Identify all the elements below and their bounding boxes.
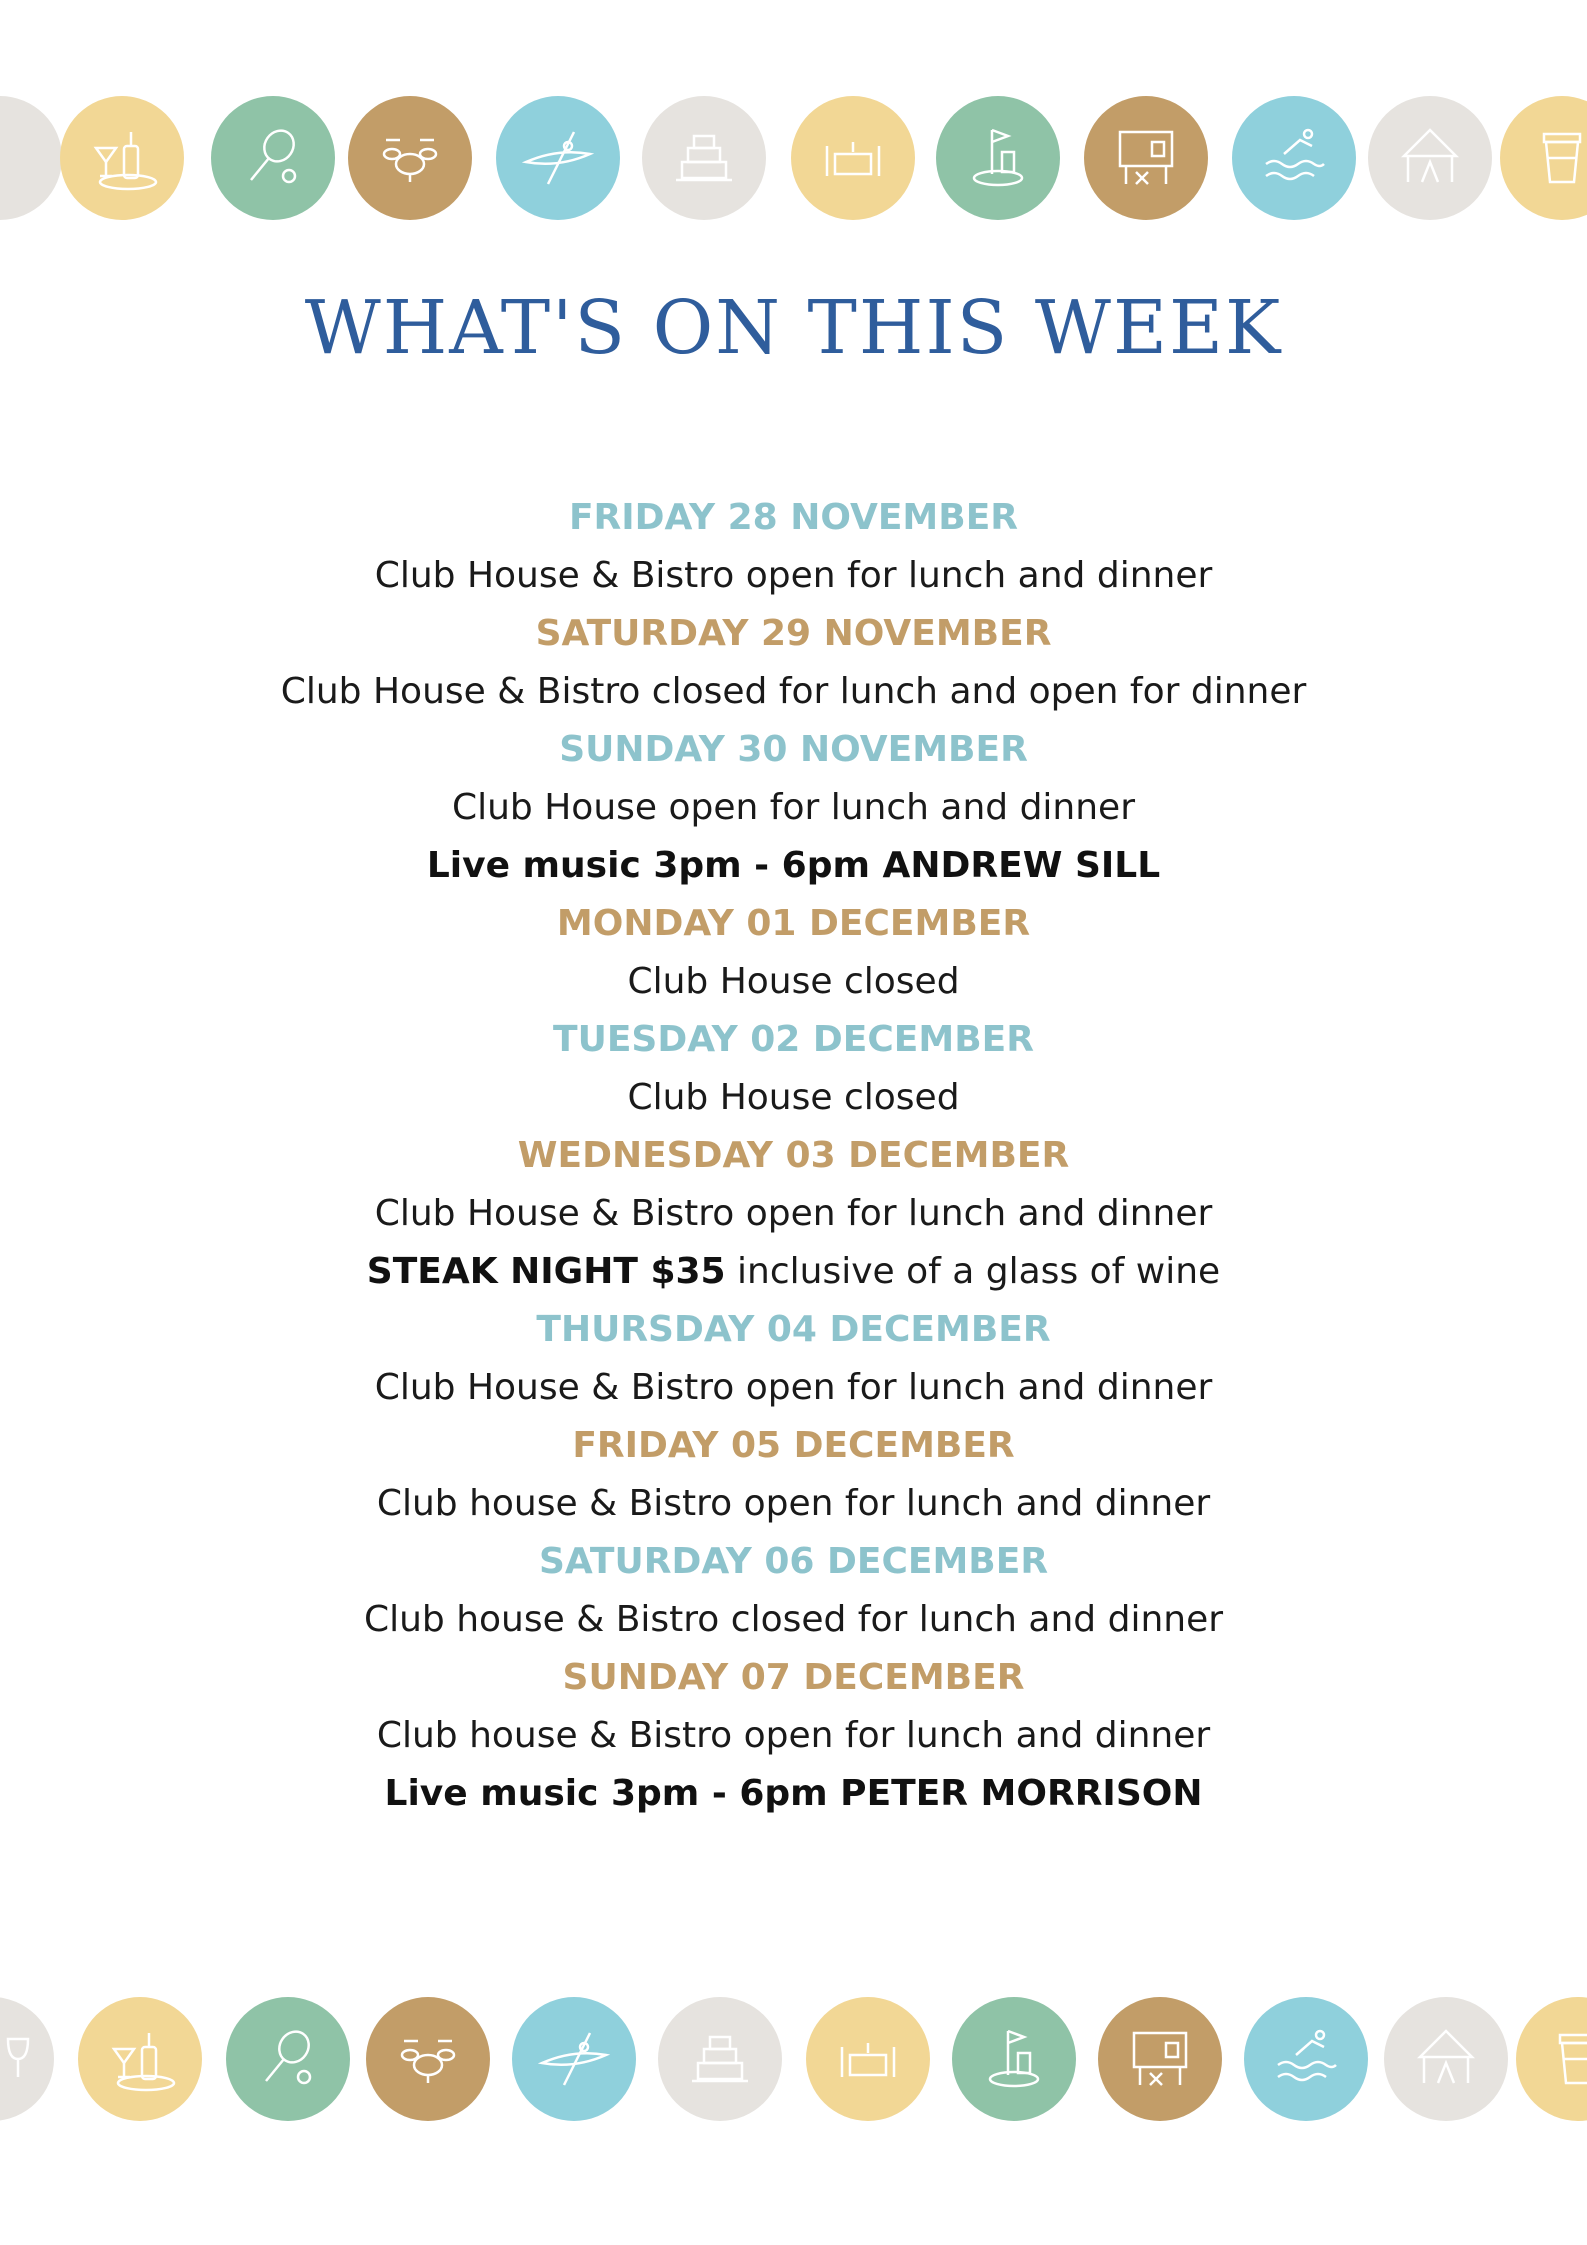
cinema-screen-icon [1084, 96, 1208, 220]
golf-icon [952, 1997, 1076, 2121]
tennis-icon [211, 96, 335, 220]
top-icon-banner [0, 96, 1587, 226]
day-heading: SATURDAY 06 DECEMBER [538, 1541, 1049, 1582]
day-detail: Club house & Bistro open for lunch and dinner [376, 1483, 1211, 1524]
day-heading: FRIDAY 05 DECEMBER [572, 1425, 1015, 1466]
bottom-icon-banner [0, 1997, 1587, 2127]
drums-icon [366, 1997, 490, 2121]
page-title: WHAT'S ON THIS WEEK [304, 285, 1283, 371]
day-detail: Club House open for lunch and dinner [451, 787, 1136, 828]
weekly-schedule [0, 489, 1587, 1823]
live-music-highlight: Live music 3pm - 6pm ANDREW SILL [426, 845, 1161, 886]
kayak-icon [496, 96, 620, 220]
dining-table-icon [791, 96, 915, 220]
day-heading: SATURDAY 29 NOVEMBER [535, 613, 1052, 654]
day-detail: Club House & Bistro open for lunch and dinner [374, 555, 1213, 596]
day-heading: WEDNESDAY 03 DECEMBER [517, 1135, 1070, 1176]
live-music-highlight: Live music 3pm - 6pm PETER MORRISON [384, 1773, 1203, 1814]
cocktail-wine-icon [60, 96, 184, 220]
day-detail: Club House & Bistro closed for lunch and open for dinner [280, 671, 1307, 712]
golf-icon [936, 96, 1060, 220]
day-heading: FRIDAY 28 NOVEMBER [568, 497, 1019, 538]
day-detail: Club House & Bistro open for lunch and dinner [374, 1193, 1213, 1234]
day-heading: MONDAY 01 DECEMBER [556, 903, 1031, 944]
partial-circle-icon [0, 96, 62, 220]
day-heading: THURSDAY 04 DECEMBER [536, 1309, 1051, 1350]
day-heading: SUNDAY 07 DECEMBER [562, 1657, 1025, 1698]
coffee-cup-icon [1516, 1997, 1587, 2121]
day-heading: SUNDAY 30 NOVEMBER [559, 729, 1028, 770]
wedding-cake-icon [642, 96, 766, 220]
drums-icon [348, 96, 472, 220]
marquee-tent-icon [1368, 96, 1492, 220]
coffee-cup-icon [1500, 96, 1587, 220]
day-detail: Club House closed [627, 1077, 960, 1118]
cocktail-wine-icon [78, 1997, 202, 2121]
wedding-cake-icon [658, 1997, 782, 2121]
swimming-icon [1232, 96, 1356, 220]
swimming-icon [1244, 1997, 1368, 2121]
cinema-screen-icon [1098, 1997, 1222, 2121]
dining-table-icon [806, 1997, 930, 2121]
steak-night-details: inclusive of a glass of wine [725, 1251, 1221, 1292]
day-detail: Club house & Bistro open for lunch and dinner [376, 1715, 1211, 1756]
day-heading: TUESDAY 02 DECEMBER [553, 1019, 1034, 1060]
wine-glass-icon [0, 1997, 54, 2121]
kayak-icon [512, 1997, 636, 2121]
day-detail: Club House closed [627, 961, 960, 1002]
steak-night-special [0, 1243, 1587, 1301]
steak-night-label: STEAK NIGHT $35 [366, 1251, 726, 1292]
tennis-icon [226, 1997, 350, 2121]
marquee-tent-icon [1384, 1997, 1508, 2121]
day-detail: Club house & Bistro closed for lunch and dinner [363, 1599, 1224, 1640]
day-detail: Club House & Bistro open for lunch and dinner [374, 1367, 1213, 1408]
